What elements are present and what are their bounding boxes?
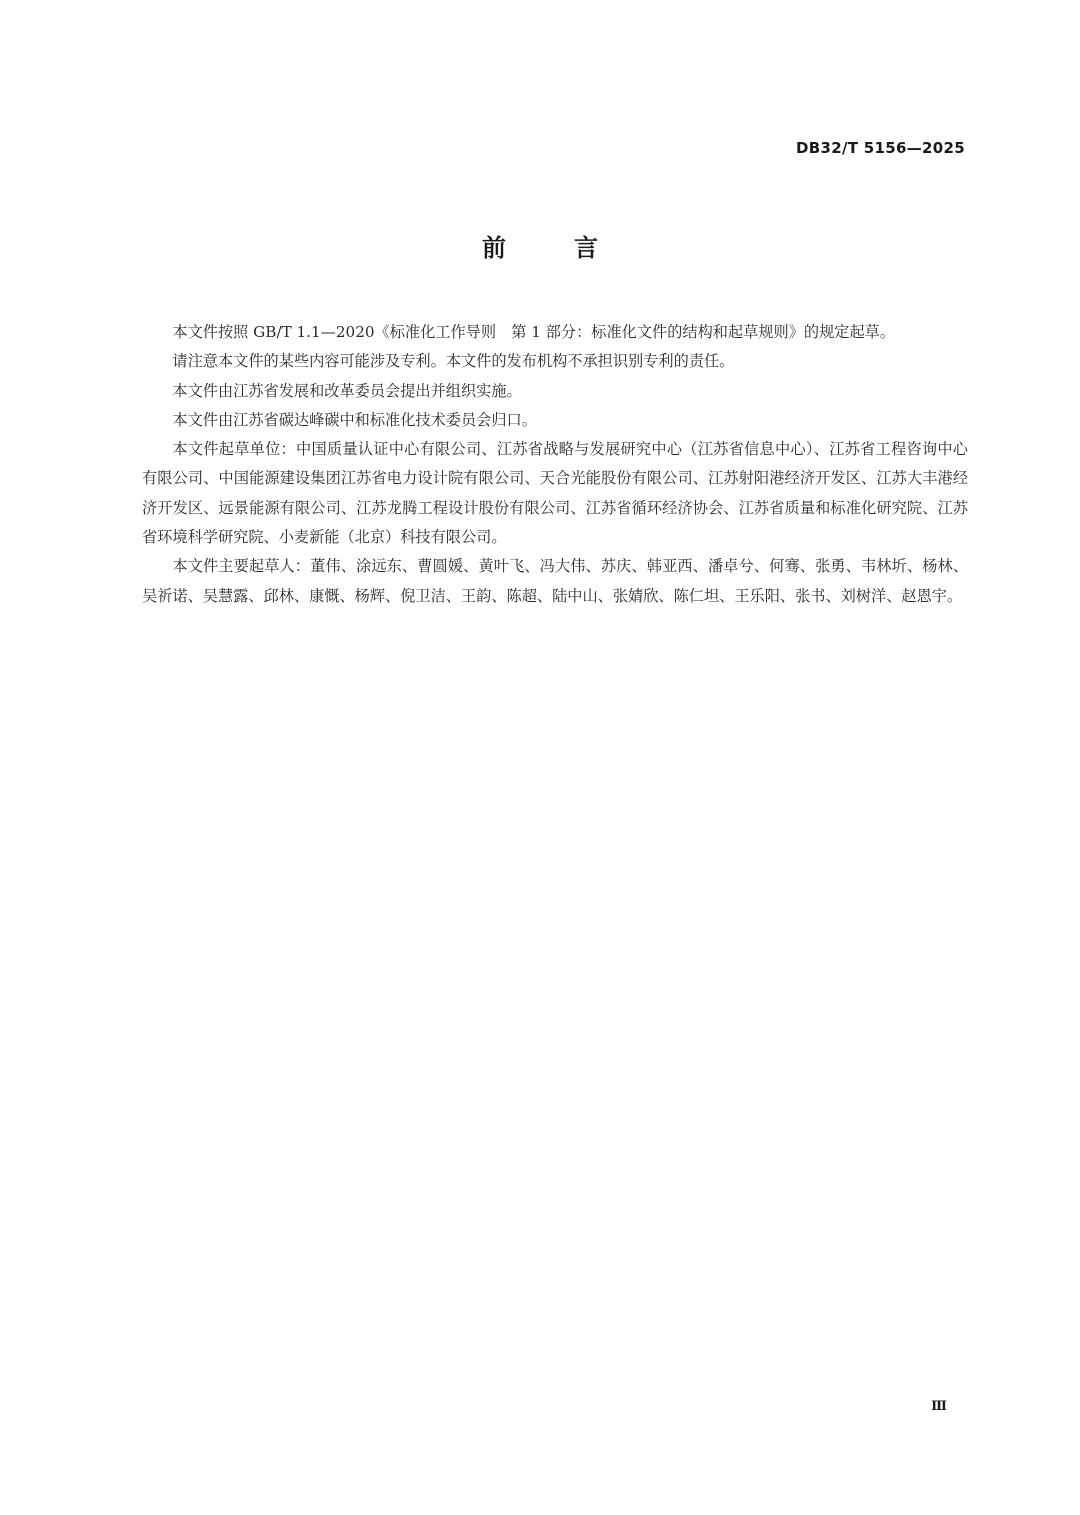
paragraph-drafters: 本文件主要起草人：董伟、涂远东、曹圆媛、黄叶飞、冯大伟、苏庆、韩亚西、潘卓兮、何骞、张勇、韦林圻、杨林、吴祈诺、吴慧露、邱林、康慨、杨辉、倪卫洁、王韵、陈超、陆中山、张婧欣、陈仁坦、王乐阳、张书、刘树洋、赵恩宇。 [142,557,968,605]
paragraph-drafting-rules: 本文件按照 GB/T 1.1—2020《标准化工作导则 第 1 部分：标准化文件的结构和起草规则》的规定起草。 [172,323,896,341]
paragraph-drafting-units: 本文件起草单位：中国质量认证中心有限公司、江苏省战略与发展研究中心（江苏省信息中心）、江苏省工程咨询中心有限公司、中国能源建设集团江苏省电力设计院有限公司、天合光能股份有限公司、江苏射阳港经济开发区、江苏大丰港经济开发区、远景能源有限公司、江苏龙腾工程设计股份有限公司、江苏省循环经济协会、江苏省质量和标准化研究院、江苏省环境科学研究院、小麦新能（北京）科技有限公司。 [142,440,968,547]
title-char-2: 言 [574,234,598,262]
page-number: Ⅲ [931,1399,947,1414]
foreword-body [142,318,968,611]
title-char-1: 前 [482,234,506,262]
paragraph-patent-notice: 请注意本文件的某些内容可能涉及专利。本文件的发布机构不承担识别专利的责任。 [172,352,735,371]
document-code: DB32/T 5156—2025 [796,139,965,157]
paragraph-committee: 本文件由江苏省碳达峰碳中和标准化技术委员会归口。 [172,410,537,429]
page-title [0,228,1080,263]
paragraph-proposer: 本文件由江苏省发展和改革委员会提出并组织实施。 [172,381,522,400]
